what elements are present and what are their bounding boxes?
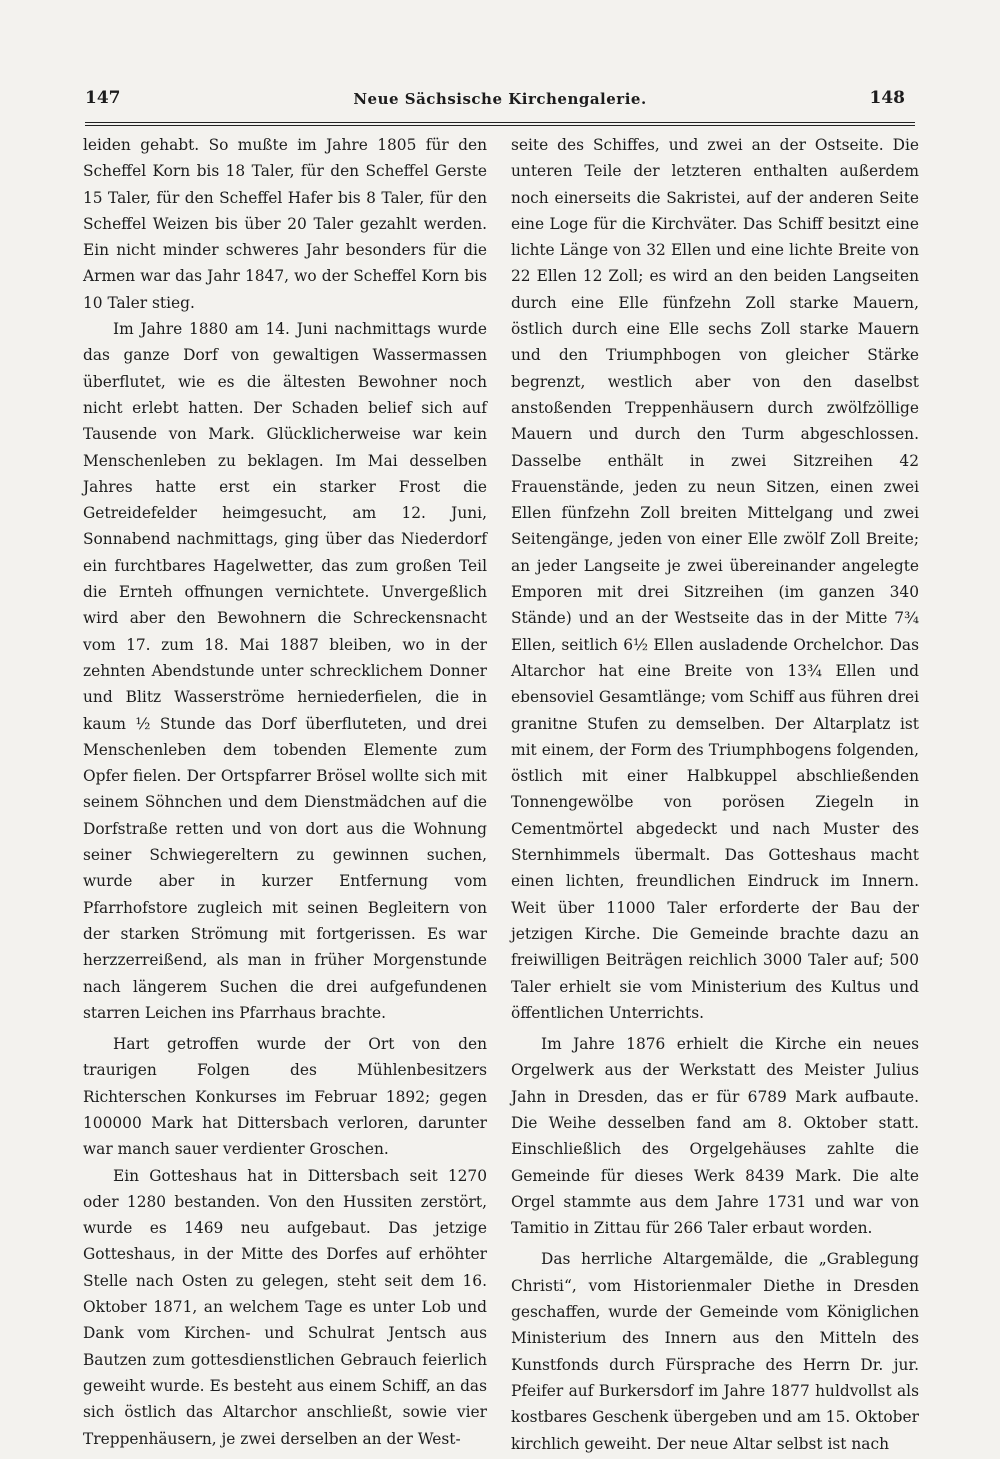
right-column: [511, 132, 919, 1457]
page-header: [85, 88, 915, 118]
paragraph: Hart getroffen wurde der Ort von den traurigen Folgen des Mühlenbesitzers Richterschen Konkurses im Februar 1892; gegen 100000 Mark hat Dittersbach verloren, darunter war manch sauer verdienter Groschen.: [83, 1035, 487, 1159]
left-column: [83, 132, 487, 1452]
paragraph: Das herrliche Altargemälde, die „Grablegung Christi“, vom Historienmaler Diethe in Dresden geschaffen, wurde der Gemeinde vom Königlichen Ministerium des Innern aus den Mitteln des Kunstfonds durch Fürsprache des Herrn Dr. jur. Pfeifer auf Burkersdorf im Jahre 1877 huldvollst als kostbares Geschenk übergeben und am 15. Oktober kirchlich geweiht. Der neue Altar selbst ist nach: [511, 1250, 919, 1453]
paragraph: seite des Schiffes, und zwei an der Ostseite. Die unteren Teile der letzteren enthalten außerdem noch einerseits die Sakristei, auf der anderen Seite eine Loge für die Kirchväter. Das Schiff besitzt eine lichte Länge von 32 Ellen und eine lichte Breite von 22 Ellen 12 Zoll; es wird an den beiden Langseiten durch eine Elle fünfzehn Zoll starke Mauern, östlich durch eine Elle sechs Zoll starke Mauern und den Triumphbogen von gleicher Stärke begrenzt, westlich aber von den daselbst anstoßenden Treppenhäusern durch zwölfzöllige Mauern und durch den Turm abgeschlossen. Dasselbe enthält in zwei Sitzreihen 42 Frauenstände, jeden zu neun Sitzen, einen zwei Ellen fünfzehn Zoll breiten Mittelgang und zwei Seitengänge, jeden von einer Elle zwölf Zoll Breite; an jeder Langseite je zwei übereinander angelegte Emporen mit drei Sitzreihen (im ganzen 340 Stände) und an der Westseite das in der Mitte 7¾ Ellen, seitlich 6½ Ellen ausladende Orchelchor. Das Altarchor hat eine Breite von 13¾ Ellen und ebensoviel Gesamtlänge; vom Schiff aus führen drei granitne Stufen zu demselben. Der Altarplatz ist mit einem, der Form des Triumphbogens folgenden, östlich mit einer Halbkuppel abschließenden Tonnengewölbe von porösen Ziegeln in Cementmörtel abgedeckt und nach Muster des Sternhimmels übermalt. Das Gotteshaus macht einen lichten, freundlichen Eindruck im Innern. Weit über 11000 Taler erforderte der Bau der jetzigen Kirche. Die Gemeinde brachte dazu an freiwilligen Beiträgen reichlich 3000 Taler auf; 500 Taler erhielt sie vom Ministerium des Kultus und öffentlichen Unterrichts.: [511, 136, 919, 1022]
paragraph: leiden gehabt. So mußte im Jahre 1805 für den Scheffel Korn bis 18 Taler, für den Scheffel Gerste 15 Taler, für den Scheffel Hafer bis 8 Taler, für den Scheffel Weizen bis über 20 Taler gezahlt werden. Ein nicht minder schweres Jahr besonders für die Armen war das Jahr 1847, wo der Scheffel Korn bis 10 Taler stieg.: [83, 136, 487, 312]
paragraph: Ein Gotteshaus hat in Dittersbach seit 1270 oder 1280 bestanden. Von den Hussiten zerstört, wurde es 1469 neu aufgebaut. Das jetzige Gotteshaus, in der Mitte des Dorfes auf erhöhter Stelle nach Osten zu gelegen, steht seit dem 16. Oktober 1871, an welchem Tage es unter Lob und Dank vom Kirchen- und Schulrat Jentsch aus Bautzen zum gottesdienstlichen Gebrauch feierlich geweiht wurde. Es besteht aus einem Schiff, an das sich östlich das Altarchor anschließt, sowie vier Treppenhäusern, je zwei derselben an der West-: [83, 1166, 487, 1448]
paragraph: Im Jahre 1876 erhielt die Kirche ein neues Orgelwerk aus der Werkstatt des Meister Julius Jahn in Dresden, das er für 6789 Mark aufbaute. Die Weihe desselben fand am 8. Oktober statt. Einschließlich des Orgelgehäuses zahlte die Gemeinde für dieses Werk 8439 Mark. Die alte Orgel stammte aus dem Jahre 1731 und war von Tamitio in Zittau für 266 Taler erbaut worden.: [511, 1035, 919, 1238]
page-number-left: 147: [85, 88, 121, 108]
header-rule-thin: [85, 125, 915, 126]
page-number-right: 148: [869, 88, 905, 108]
header-rule: [85, 122, 915, 123]
running-title: Neue Sächsische Kirchengalerie.: [353, 90, 647, 108]
paragraph: Im Jahre 1880 am 14. Juni nachmittags wurde das ganze Dorf von gewaltigen Wassermassen überflutet, wie es die ältesten Bewohner noch nicht erlebt hatten. Der Schaden belief sich auf Tausende von Mark. Glücklicherweise war kein Menschenleben zu beklagen. Im Mai desselben Jahres hatte erst ein starker Frost die Getreidefelder heimgesucht, am 12. Juni, Sonnabend nachmittags, ging über das Niederdorf ein furchtbares Hagelwetter, das zum großen Teil die Ernteh offnungen vernichtete. Unvergeßlich wird aber den Bewohnern die Schreckensnacht vom 17. zum 18. Mai 1887 bleiben, wo in der zehnten Abendstunde unter schrecklichem Donner und Blitz Wasserströme herniederfielen, die in kaum ½ Stunde das Dorf überfluteten, und drei Menschenleben dem tobenden Elemente zum Opfer fielen. Der Ortspfarrer Brösel wollte sich mit seinem Söhnchen und dem Dienstmädchen auf die Dorfstraße retten und von dort aus die Wohnung seiner Schwiegereltern zu gewinnen suchen, wurde aber in kurzer Entfernung vom Pfarrhofstore zugleich mit seinen Begleitern von der starken Strömung mit fortgerissen. Es war herzzerreißend, als man in früher Morgenstunde nach längerem Suchen die drei aufgefundenen starren Leichen ins Pfarrhaus brachte.: [83, 320, 487, 1022]
